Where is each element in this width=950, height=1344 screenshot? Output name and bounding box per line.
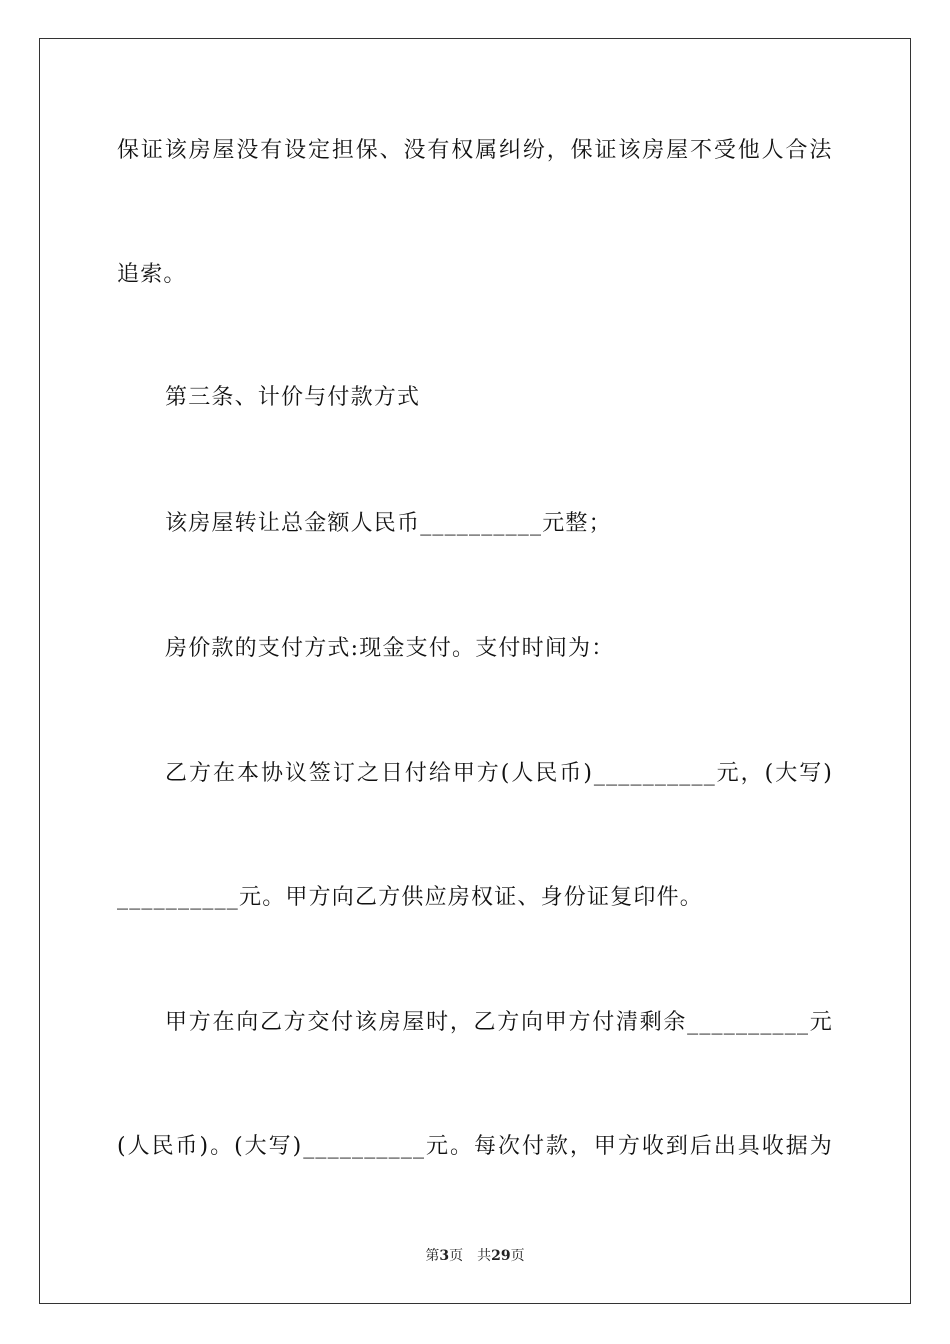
paragraph-line-8: 甲 方 在 向 乙 方 交 付 该 房 屋 时 ， 乙 方 向 甲 方 付 清 剩 余 __________ 元 xyxy=(165,1010,833,1035)
page-footer xyxy=(0,1246,950,1266)
paragraph-line-7: __________元。甲方向乙方供应房权证、身份证复印件。 xyxy=(117,885,704,910)
page-number: 3 xyxy=(439,1248,450,1264)
paragraph-line-5: 房价款的支付方式:现金支付。支付时间为： xyxy=(165,636,615,661)
page-border xyxy=(39,38,911,1304)
paragraph-line-9: ( 人 民 币 ) 。 ( 大 写 ) __________ 元 。 每 次 付 款 ， 甲 方 收 到 后 出 具 收 据 为 xyxy=(117,1134,833,1159)
page-suffix: 页 xyxy=(449,1248,464,1264)
total-suffix: 页 xyxy=(510,1248,525,1264)
total-pages: 29 xyxy=(491,1248,511,1264)
page-prefix: 第 xyxy=(425,1248,440,1264)
paragraph-line-1: 保 证 该 房 屋 没 有 设 定 担 保 、 没 有 权 属 纠 纷 ， 保 证 该 房 屋 不 受 他 人 合 法 xyxy=(117,138,833,163)
paragraph-line-2: 追索。 xyxy=(117,262,187,287)
section-heading: 第三条、计价与付款方式 xyxy=(165,385,421,410)
paragraph-line-6: 乙 方 在 本 协 议 签 订 之 日 付 给 甲 方 ( 人 民 币 ) __________ 元 ， ( 大 写 ) xyxy=(165,761,833,786)
total-prefix: 共 xyxy=(477,1248,492,1264)
paragraph-line-4: 该房屋转让总金额人民币__________元整； xyxy=(165,511,612,536)
